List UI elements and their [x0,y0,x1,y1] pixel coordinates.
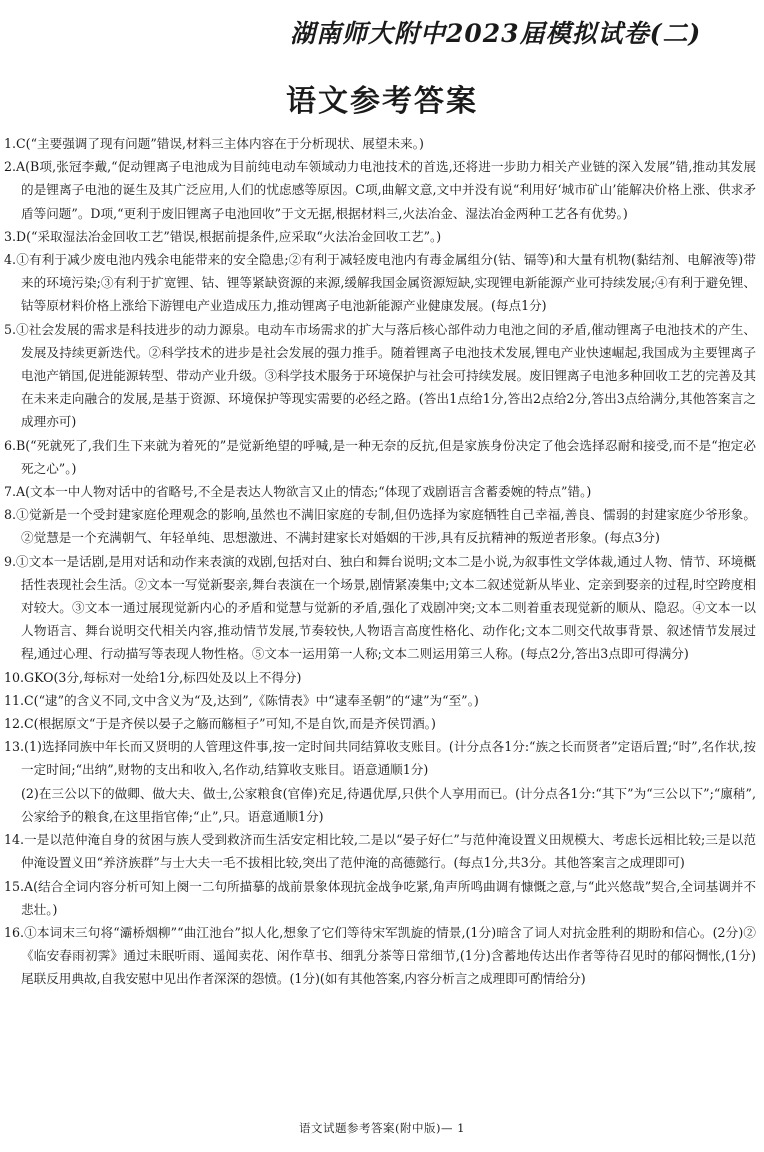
answer-list [4,132,756,991]
answer-13-part-1: 13.(1)选择同族中年长而又贤明的人管理这件事,按一定时间共同结算收支账目。(计分点各1分:“族之长而贤者”定语后置;“时”,名作状,按一定时间;“出纳”,财物的支出和收入,名作动,结算收支账目。语意通顺1分) [4,739,756,778]
exam-title: 湖南师大附中2023届模拟试卷(二) [290,19,702,48]
answer-3: 3.D(“采取湿法冶金回收工艺”错误,根据前提条件,应采取“火法冶金回收工艺”。) [4,228,442,244]
answer-8: 8.①觉新是一个受封建家庭伦理观念的影响,虽然也不满旧家庭的专制,但仍选择为家庭牺牲自己幸福,善良、懦弱的封建家庭少爷形象。②觉慧是一个充满朝气、年轻单纯、思想激进、不满封建家长对婚姻的干涉,具有反抗精神的叛逆者形象。(每点3分) [4,507,756,546]
answer-16: 16.①本词末三句将“灞桥烟柳”“曲江池台”拟人化,想象了它们等待宋军凯旋的情景,(1分)暗含了词人对抗金胜利的期盼和信心。(2分)②《临安春雨初霁》通过未眠听雨、遥闻卖花、闲作草书、细乳分茶等日常细节,(1分)含蓄地传达出作者等待召见时的郁闷惆怅,(1分)尾联反用典故,自我安慰中见出作者深深的怨愤。(1分)(如有其他答案,内容分析言之成理即可酌情给分) [4,924,756,987]
answer-11: 11.C(“逮”的含义不同,文中含义为“及,达到”,《陈情表》中“逮奉圣朝”的“逮”为“至”。) [4,692,479,708]
answer-15: 15.A(结合全词内容分析可知上阕一二句所描摹的战前景象体现抗金战争吃紧,角声所鸣曲调有慷慨之意,与“此兴悠哉”契合,全词基调并不悲壮。) [4,878,756,917]
answer-1: 1.C(“主要强调了现有问题”错误,材料三主体内容在于分析现状、展望未来。) [4,136,424,151]
answer-4: 4.①有利于减少废电池内残余电能带来的安全隐患;②有利于减轻废电池内有毒金属组分(钴、镉等)和大量有机物(黏结剂、电解液等)带来的环境污染;③有利于扩宽锂、钴、锂等紧缺资源的来源,缓解我国金属资源短缺,实现锂电新能源产业可持续发展;④有利于避免锂、钴等原材料价格上涨给下游锂电产业造成压力,推动锂离子电池新能源产业健康发展。(每点1分) [4,252,756,314]
answer-13-part-2: (2)在三公以下的做卿、做大夫、做士,公家粮食(官俸)充足,待遇优厚,只供个人享用而已。(计分点各1分:“其下”为“三公以下”;“廪稍”,公家给予的粮食,在这里指官俸;“止”,只。语意通顺1分) [21,785,756,824]
answer-2: 2.A(B项,张冠李戴,“促动锂离子电池成为目前纯电动车领域动力电池技术的首选,还将进一步助力相关产业链的深入发展”错,推动其发展的是锂离子电池的诞生及其广泛应用,人们的忧虑感等原因。C项,曲解文意,文中并没有说“利用好‘城市矿山’能解决价格上涨、供求矛盾等问题”。D项,“更利于废旧锂离子电池回收”于文无据,根据材料三,火法冶金、湿法冶金两种工艺各有优势。) [4,159,756,221]
page-footer: 语文试题参考答案(附中版)— 1 [299,1121,465,1135]
answer-9: 9.①文本一是话剧,是用对话和动作来表演的戏剧,包括对白、独白和舞台说明;文本二是小说,为叙事性文学体裁,通过人物、情节、环境概括性表现社会生活。②文本一写觉新娶亲,舞台表演在一个场景,剧情紧凑集中;文本二叙述觉新从毕业、定亲到娶亲的过程,时空跨度相对较大。③文本一通过展现觉新内心的矛盾和觉慧与觉新的矛盾,强化了戏剧冲突;文本二则着重表现觉新的顺从、隐忍。④文本一以人物语言、舞台说明交代相关内容,推动情节发展,节奏较快,人物语言高度性格化、动作化;文本二则交代故事背景、叙述情节发展过程,通过心理、行动描写等表现人物性格。⑤文本一运用第一人称;文本二则运用第三人称。(每点2分,答出3点即可得满分) [4,553,756,662]
page-title: 语文参考答案 [286,84,478,119]
answer-14: 14.一是以范仲淹自身的贫困与族人受到救济而生活安定相比较,二是以“晏子好仁”与范仲淹设置义田规模大、考虑长远相比较;三是以范仲淹设置义田“养济族群”与士大夫一毛不拔相比较,突出了范仲淹的高德懿行。(每点1分,共3分。其他答案言之成理即可) [4,832,756,871]
answer-10: 10.GKO(3分,每标对一处给1分,标四处及以上不得分) [4,669,302,685]
answer-5: 5.①社会发展的需求是科技进步的动力源泉。电动车市场需求的扩大与落后核心部件动力电池之间的矛盾,催动锂离子电池技术的产生、发展及持续更新迭代。②科学技术的进步是社会发展的强力推手。随着锂离子电池技术发展,锂电产业快速崛起,我国成为主要锂离子电池产销国,促进能源转型、带动产业升级。③科学技术服务于环境保护与社会可持续发展。废旧锂离子电池多种回收工艺的完善及其在未来走向融合的发展,是基于资源、环境保护等现实需要的必经之路。(答出1点给1分,答出2点给2分,答出3点给满分,其他答案言之成理亦可) [4,321,756,430]
answer-6: 6.B(“死就死了,我们生下来就为着死的”是觉新绝望的呼喊,是一种无奈的反抗,但是家族身份决定了他会选择忍耐和接受,而不是“抱定必死之心”。) [4,437,756,476]
answer-7: 7.A(文本一中人物对话中的省略号,不全是表达人物欲言又止的情态;“体现了戏剧语言含蓄委婉的特点”错。) [4,484,592,500]
answer-12: 12.C(根据原文“于是齐侯以晏子之觞而觞桓子”可知,不是自饮,而是齐侯罚酒。) [4,716,436,732]
